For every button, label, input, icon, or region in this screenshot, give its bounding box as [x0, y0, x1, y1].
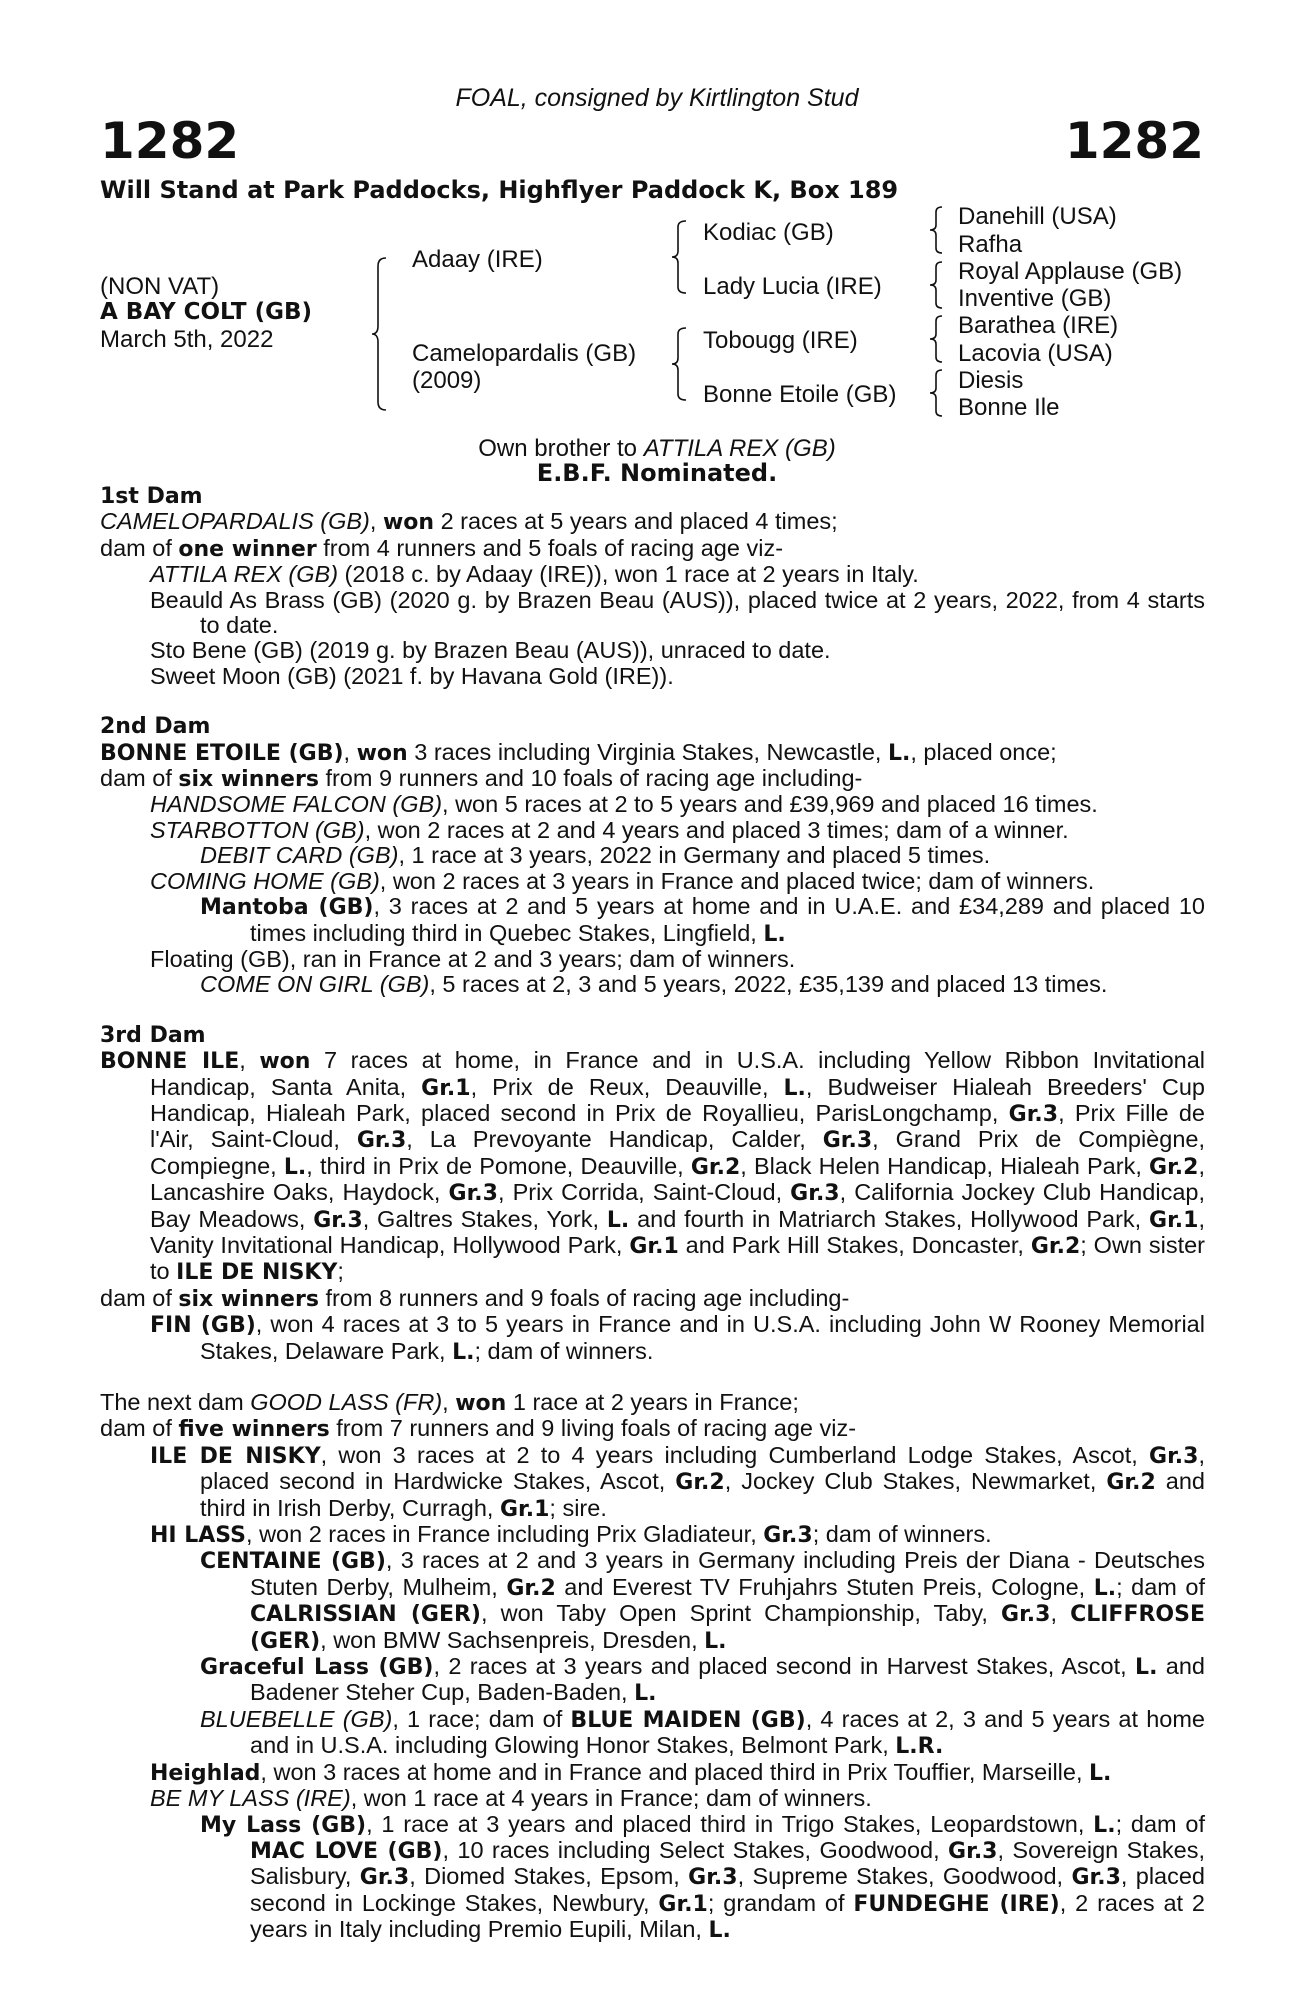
produce-entry: COMING HOME (GB), won 2 races at 3 years in France and placed twice; dam of winners.: [150, 867, 1095, 894]
pedigree-brace-g3: [928, 314, 946, 364]
pedigree-g3-5: Barathea (IRE): [958, 312, 1119, 339]
produce-entry: BLUEBELLE (GB), 1 race; dam of BLUE MAIDEN (GB), 4 races at 2, 3 and 5 years at home and in U.S.A. including Glowing Honor Stakes, Belmont Park, L.R.: [200, 1705, 1205, 1760]
next-dam-produce-summary: dam of five winners from 7 runners and 9 living foals of racing age viz-: [100, 1415, 857, 1443]
next-dam-line: The next dam GOOD LASS (FR), won 1 race at 2 years in France;: [100, 1389, 799, 1416]
vat-status: (NON VAT): [100, 273, 220, 300]
pedigree-g3-3: Royal Applause (GB): [958, 258, 1183, 285]
pedigree-g3-2: Rafha: [958, 231, 1023, 258]
own-brother-note: Own brother to ATTILA REX (GB): [478, 435, 836, 462]
third-dam-produce-summary: dam of six winners from 8 runners and 9 foals of racing age including-: [100, 1284, 850, 1312]
lot-number-left: 1282: [100, 112, 240, 170]
first-dam-heading: 1st Dam: [100, 484, 203, 509]
produce-entry: My Lass (GB), 1 race at 3 years and placed third in Trigo Stakes, Leopardstown, L.; dam of MAC LOVE (GB), 10 races including Select Stakes, Goodwood, Gr.3, Sovereign Stakes, Salisbury, Gr.3, Diomed Stakes, Epsom, Gr.3, Supreme Stakes, Goodwood, Gr.3, placed second in Lockinge Stakes, Newbury, Gr.1; grandam of FUNDEGHE (IRE), 2 races at 2 years in Italy including Premio Eupili, Milan, L.: [200, 1810, 1206, 1944]
pedigree-g3-6: Lacovia (USA): [958, 340, 1113, 367]
pedigree-brace-gen1: [370, 256, 390, 412]
pedigree-dam: Camelopardalis (GB): [412, 340, 637, 367]
pedigree-dam-dam: Bonne Etoile (GB): [703, 381, 897, 408]
foaling-date: March 5th, 2022: [100, 326, 274, 353]
produce-entry: STARBOTTON (GB), won 2 races at 2 and 4 years and placed 3 times; dam of a winner.: [150, 816, 1069, 843]
pedigree-sire-dam: Lady Lucia (IRE): [703, 273, 882, 300]
pedigree-brace-g4: [928, 368, 946, 418]
third-dam-line: BONNE ILE, won 7 races at home, in France and in U.S.A. including Yellow Ribbon Invitational Handicap, Santa Anita, Gr.1, Prix de Reux, Deauville, L., Budweiser Hialeah Breeders' Cup Handicap, Hialeah Park, placed second in Prix de Royallieu, ParisLongchamp, Gr.3, Prix Fille de l'Air, Saint-Cloud, Gr.3, La Prevoyante Handicap, Calder, Gr.3, Grand Prix de Compiègne, Compiegne, L., third in Prix de Pomone, Deauville, Gr.2, Black Helen Handicap, Hialeah Park, Gr.2, Lancashire Oaks, Haydock, Gr.3, Prix Corrida, Saint-Cloud, Gr.3, California Jockey Club Handicap, Bay Meadows, Gr.3, Galtres Stakes, York, L. and fourth in Matriarch Stakes, Hollywood Park, Gr.1, Vanity Invitational Handicap, Hollywood Park, Gr.1 and Park Hill Stakes, Doncaster, Gr.2; Own sister to ILE DE NISKY;: [100, 1047, 1205, 1286]
pedigree-sire: Adaay (IRE): [412, 246, 543, 273]
produce-entry: FIN (GB), won 4 races at 3 to 5 years in France and in U.S.A. including John W Rooney Memorial Stakes, Delaware Park, L.; dam of winners.: [150, 1311, 1205, 1365]
pedigree-dam-year: (2009): [412, 367, 482, 394]
produce-entry: Sweet Moon (GB) (2021 f. by Havana Gold (IRE)).: [150, 662, 674, 689]
pedigree-g3-1: Danehill (USA): [958, 203, 1117, 230]
second-dam-heading: 2nd Dam: [100, 714, 211, 740]
stand-location: Will Stand at Park Paddocks, Highflyer Paddock K, Box 189: [100, 176, 899, 204]
pedigree-g3-4: Inventive (GB): [958, 285, 1112, 312]
second-dam-produce-summary: dam of six winners from 9 runners and 10 foals of racing age including-: [100, 765, 863, 793]
produce-entry: COME ON GIRL (GB), 5 races at 2, 3 and 5 years, 2022, £35,139 and placed 13 times.: [200, 971, 1108, 998]
third-dam-heading: 3rd Dam: [100, 1022, 206, 1048]
pedigree-brace-g2: [928, 260, 946, 310]
produce-entry: Sto Bene (GB) (2019 g. by Brazen Beau (AUS)), unraced to date.: [150, 637, 831, 664]
produce-entry: CENTAINE (GB), 3 races at 2 and 3 years in Germany including Preis der Diana - Deutsches Stuten Derby, Mulheim, Gr.2 and Everest TV Fruhjahrs Stuten Preis, Cologne, L.; dam of CALRISSIAN (GER), won Taby Open Sprint Championship, Taby, Gr.3, CLIFFROSE (GER), won BMW Sachsenpreis, Dresden, L.: [200, 1547, 1205, 1654]
produce-entry: HI LASS, won 2 races in France including Prix Gladiateur, Gr.3; dam of winners.: [150, 1521, 992, 1549]
produce-entry: ILE DE NISKY, won 3 races at 2 to 4 years including Cumberland Lodge Stakes, Ascot, Gr.3, placed second in Hardwicke Stakes, Ascot, Gr.2, Jockey Club Stakes, Newmarket, Gr.2 and third in Irish Derby, Curragh, Gr.1; sire.: [150, 1441, 1205, 1522]
pedigree-g3-8: Bonne Ile: [958, 394, 1060, 421]
second-dam-line: BONNE ETOILE (GB), won 3 races including Virginia Stakes, Newcastle, L., placed once;: [100, 738, 1057, 766]
pedigree-brace-g1: [928, 205, 946, 255]
pedigree-brace-sire: [670, 219, 690, 295]
produce-entry: DEBIT CARD (GB), 1 race at 3 years, 2022 in Germany and placed 5 times.: [200, 842, 991, 869]
pedigree-sire-sire: Kodiac (GB): [703, 219, 834, 246]
ebf-nomination: E.B.F. Nominated.: [536, 459, 778, 487]
produce-entry: BE MY LASS (IRE), won 1 race at 4 years in France; dam of winners.: [150, 1785, 872, 1812]
pedigree-brace-dam: [670, 326, 690, 402]
horse-name: A BAY COLT (GB): [100, 299, 313, 325]
first-dam-line: CAMELOPARDALIS (GB), won 2 races at 5 years and placed 4 times;: [100, 508, 838, 536]
produce-entry: HANDSOME FALCON (GB), won 5 races at 2 to 5 years and £39,969 and placed 16 times.: [150, 791, 1098, 818]
produce-entry: ATTILA REX (GB) (2018 c. by Adaay (IRE)), won 1 race at 2 years in Italy.: [150, 561, 919, 588]
lot-number-right: 1282: [1064, 112, 1204, 170]
first-dam-produce-summary: dam of one winner from 4 runners and 5 foals of racing age viz-: [100, 534, 784, 562]
consignor-line: FOAL, consigned by Kirtlington Stud: [455, 84, 859, 112]
produce-entry: Beauld As Brass (GB) (2020 g. by Brazen Beau (AUS)), placed twice at 2 years, 2022, from 4 starts to date.: [150, 586, 1205, 639]
pedigree-dam-sire: Tobougg (IRE): [703, 327, 858, 354]
catalogue-body: [100, 484, 1205, 1944]
produce-entry: Graceful Lass (GB), 2 races at 3 years and placed second in Harvest Stakes, Ascot, L. and Badener Steher Cup, Baden-Baden, L.: [200, 1653, 1205, 1707]
pedigree-g3-7: Diesis: [958, 367, 1024, 394]
produce-entry: Heighlad, won 3 races at home and in France and placed third in Prix Touffier, Marseille, L.: [150, 1758, 1112, 1786]
produce-entry: Mantoba (GB), 3 races at 2 and 5 years at home and in U.A.E. and £34,289 and placed 10 times including third in Quebec Stakes, Lingfield, L.: [200, 893, 1205, 947]
produce-entry: Floating (GB), ran in France at 2 and 3 years; dam of winners.: [150, 945, 796, 972]
